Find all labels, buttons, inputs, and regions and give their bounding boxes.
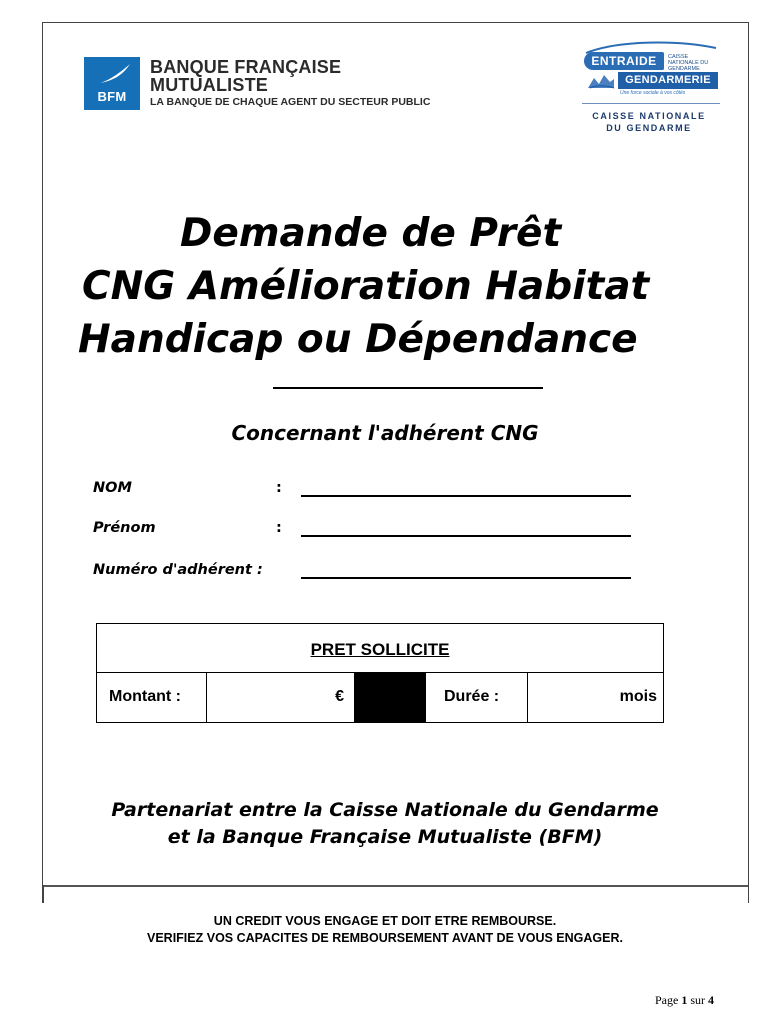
section-subtitle: Concernant l'adhérent CNG	[231, 421, 539, 445]
cng-caisse-line1: CAISSE NATIONALE	[592, 111, 706, 121]
bfm-swoosh-icon	[98, 63, 132, 85]
nom-label: NOM	[93, 480, 132, 496]
page-number	[655, 993, 714, 1008]
prenom-colon: :	[276, 520, 282, 536]
page-total: 4	[708, 993, 714, 1007]
warning-line1: UN CREDIT VOUS ENGAGE ET DOIT ETRE REMBOURSE.	[213, 914, 557, 928]
prenom-field[interactable]	[301, 535, 631, 537]
cng-divider	[582, 103, 720, 104]
partnership-statement	[0, 797, 770, 851]
warning-line2: VERIFIEZ VOS CAPACITES DE REMBOURSEMENT AVANT DE VOUS ENGAGER.	[147, 931, 623, 945]
bfm-logo-abbr: BFM	[97, 89, 127, 104]
cng-motto: Une force sociale à vos côtés	[620, 90, 686, 96]
duree-label: Durée :	[426, 672, 528, 722]
title-line1: Demande de Prêt	[180, 211, 562, 256]
page-word: Page	[655, 993, 679, 1007]
page-sep: sur	[690, 993, 705, 1007]
nom-colon: :	[276, 480, 282, 496]
duree-unit: mois	[619, 688, 657, 705]
loan-request-table	[96, 623, 664, 723]
redacted-cell	[355, 672, 426, 722]
nom-field[interactable]	[301, 495, 631, 497]
bfm-bank-name	[150, 58, 341, 94]
cng-caisse-line2: DU GENDARME	[606, 123, 692, 133]
page-border-right-tick	[748, 885, 750, 903]
loan-table-heading: PRET SOLLICITE	[97, 624, 663, 673]
title-underline	[273, 387, 543, 389]
page-border-bottom	[42, 885, 749, 887]
duree-field[interactable]	[528, 672, 663, 722]
montant-field[interactable]	[207, 672, 355, 722]
page-border	[42, 22, 749, 892]
partnership-line1: Partenariat entre la Caisse Nationale du Gendarme	[111, 799, 659, 821]
partnership-line2: et la Banque Française Mutualiste (BFM)	[167, 826, 603, 848]
montant-label: Montant :	[97, 672, 207, 722]
cng-entraide-label: ENTRAIDE	[584, 52, 664, 70]
bfm-tagline: LA BANQUE DE CHAQUE AGENT DU SECTEUR PUBLIC	[150, 96, 431, 108]
cng-emblem-icon	[586, 70, 616, 90]
cng-gendarmerie-label: GENDARMERIE	[618, 72, 718, 89]
bfm-logo	[84, 57, 140, 110]
cng-small-label: CAISSE NATIONALE DU GENDARME	[668, 54, 709, 72]
numero-adherent-label: Numéro d'adhérent :	[93, 562, 263, 578]
currency-symbol: €	[335, 688, 344, 705]
title-line2: CNG Amélioration Habitat	[82, 264, 650, 309]
bfm-name-line1: BANQUE FRANÇAISE	[150, 57, 342, 77]
page-current: 1	[681, 993, 688, 1007]
bfm-name-line2: MUTUALISTE	[150, 75, 268, 95]
title-line3: Handicap ou Dépendance	[78, 317, 638, 362]
cng-caisse-name	[578, 110, 720, 134]
numero-adherent-field[interactable]	[301, 577, 631, 579]
prenom-label: Prénom	[93, 520, 156, 536]
document-title	[78, 207, 718, 366]
credit-warning	[0, 913, 770, 947]
page-border-left-tick	[42, 885, 44, 903]
cng-logo	[578, 40, 720, 135]
